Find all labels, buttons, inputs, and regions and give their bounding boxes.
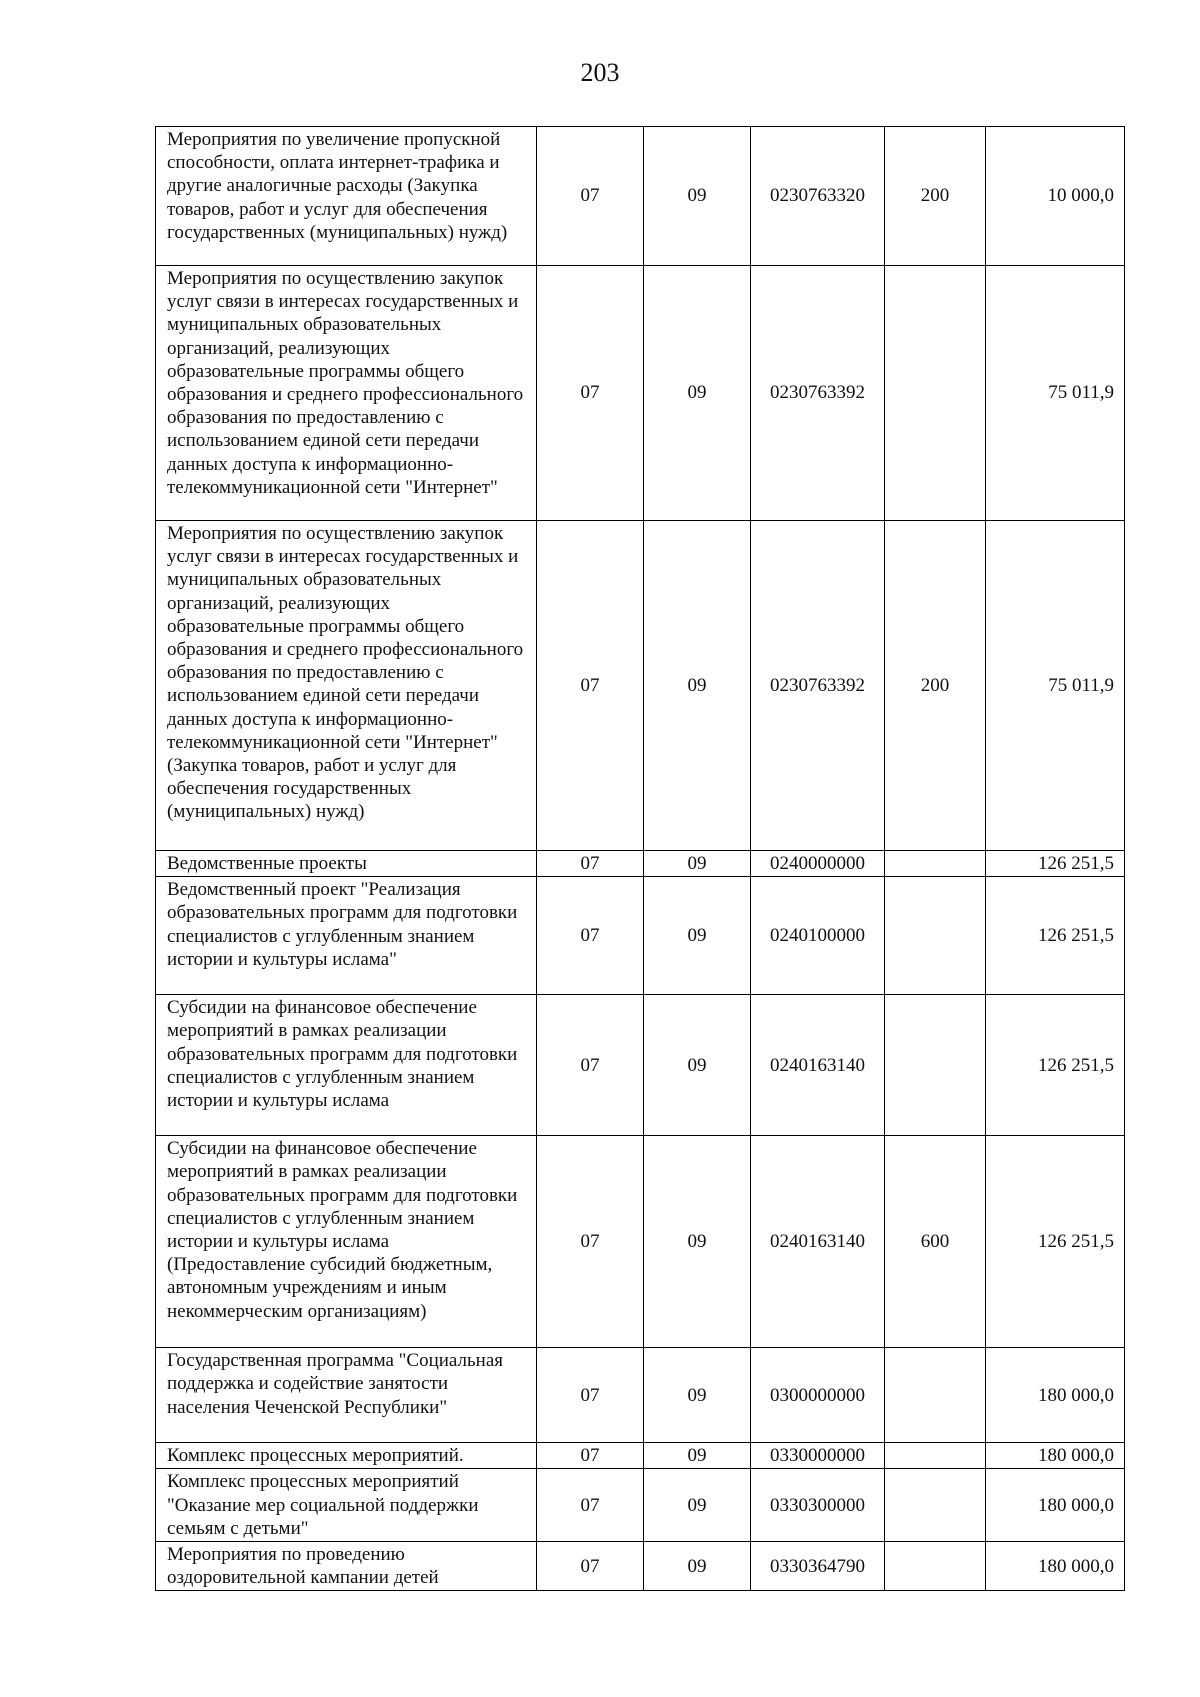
expense-type-code [885,1542,986,1591]
target-article-code: 0230763392 [751,266,885,521]
section-code: 07 [537,1469,644,1542]
expense-type-code [885,1443,986,1469]
row-description: Комплекс процессных мероприятий "Оказание мер социальной поддержки семьям с детьми" [156,1469,537,1542]
row-description: Мероприятия по осуществлению закупок услуг связи в интересах государственных и муниципальных образовательных организаций, реализующих образовательные программы общего образования и среднего профессионального образования по предоставлению с использованием единой сети передачи данных доступа к информационно-телекоммуникационной сети "Интернет" [156,266,537,521]
target-article-code: 0240000000 [751,851,885,877]
target-article-code: 0330300000 [751,1469,885,1542]
subsection-code: 09 [644,851,751,877]
amount: 126 251,5 [986,1136,1125,1348]
expense-type-code [885,1469,986,1542]
page-number: 203 [580,58,620,87]
subsection-code: 09 [644,1443,751,1469]
row-description: Мероприятия по увеличение пропускной способности, оплата интернет-трафика и другие аналогичные расходы (Закупка товаров, работ и услуг для обеспечения государственных (муниципальных) нужд) [156,127,537,266]
row-description: Мероприятия по проведению оздоровительной кампании детей [156,1542,537,1591]
table-row [156,1469,1125,1542]
table-row [156,1136,1125,1348]
target-article-code: 0230763320 [751,127,885,266]
amount: 75 011,9 [986,521,1125,851]
subsection-code: 09 [644,1469,751,1542]
row-description: Субсидии на финансовое обеспечение мероприятий в рамках реализации образовательных программ для подготовки специалистов с углубленным знанием истории и культуры ислама [156,995,537,1136]
target-article-code: 0240163140 [751,995,885,1136]
subsection-code: 09 [644,1348,751,1443]
amount: 10 000,0 [986,127,1125,266]
section-code: 07 [537,1443,644,1469]
table-row [156,127,1125,266]
subsection-code: 09 [644,127,751,266]
target-article-code: 0240163140 [751,1136,885,1348]
expense-type-code [885,851,986,877]
amount: 180 000,0 [986,1542,1125,1591]
target-article-code: 0300000000 [751,1348,885,1443]
subsection-code: 09 [644,266,751,521]
section-code: 07 [537,995,644,1136]
expense-type-code: 200 [885,127,986,266]
expense-type-code [885,877,986,995]
table-row [156,851,1125,877]
expense-type-code: 600 [885,1136,986,1348]
table-row [156,877,1125,995]
expense-type-code [885,266,986,521]
subsection-code: 09 [644,877,751,995]
subsection-code: 09 [644,521,751,851]
amount: 126 251,5 [986,851,1125,877]
row-description: Ведомственные проекты [156,851,537,877]
target-article-code: 0240100000 [751,877,885,995]
subsection-code: 09 [644,1136,751,1348]
expense-type-code [885,995,986,1136]
section-code: 07 [537,1348,644,1443]
budget-table [155,126,1125,1591]
table-row [156,995,1125,1136]
table-row [156,1348,1125,1443]
table-row [156,1542,1125,1591]
row-description: Мероприятия по осуществлению закупок услуг связи в интересах государственных и муниципальных образовательных организаций, реализующих образовательные программы общего образования и среднего профессионального образования по предоставлению с использованием единой сети передачи данных доступа к информационно-телекоммуникационной сети "Интернет" (Закупка товаров, работ и услуг для обеспечения государственных (муниципальных) нужд) [156,521,537,851]
target-article-code: 0230763392 [751,521,885,851]
amount: 180 000,0 [986,1469,1125,1542]
row-description: Комплекс процессных мероприятий. [156,1443,537,1469]
section-code: 07 [537,127,644,266]
subsection-code: 09 [644,1542,751,1591]
subsection-code: 09 [644,995,751,1136]
amount: 75 011,9 [986,266,1125,521]
section-code: 07 [537,877,644,995]
expense-type-code: 200 [885,521,986,851]
section-code: 07 [537,521,644,851]
table-row [156,266,1125,521]
table-row [156,1443,1125,1469]
row-description: Субсидии на финансовое обеспечение мероприятий в рамках реализации образовательных программ для подготовки специалистов с углубленным знанием истории и культуры ислама (Предоставление субсидий бюджетным, автономным учреждениям и иным некоммерческим организациям) [156,1136,537,1348]
section-code: 07 [537,1136,644,1348]
row-description: Государственная программа "Социальная поддержка и содействие занятости населения Чеченской Республики" [156,1348,537,1443]
table-row [156,521,1125,851]
section-code: 07 [537,851,644,877]
target-article-code: 0330364790 [751,1542,885,1591]
target-article-code: 0330000000 [751,1443,885,1469]
amount: 180 000,0 [986,1443,1125,1469]
expense-type-code [885,1348,986,1443]
section-code: 07 [537,266,644,521]
section-code: 07 [537,1542,644,1591]
amount: 126 251,5 [986,995,1125,1136]
row-description: Ведомственный проект "Реализация образовательных программ для подготовки специалистов с углубленным знанием истории и культуры ислама" [156,877,537,995]
amount: 126 251,5 [986,877,1125,995]
amount: 180 000,0 [986,1348,1125,1443]
